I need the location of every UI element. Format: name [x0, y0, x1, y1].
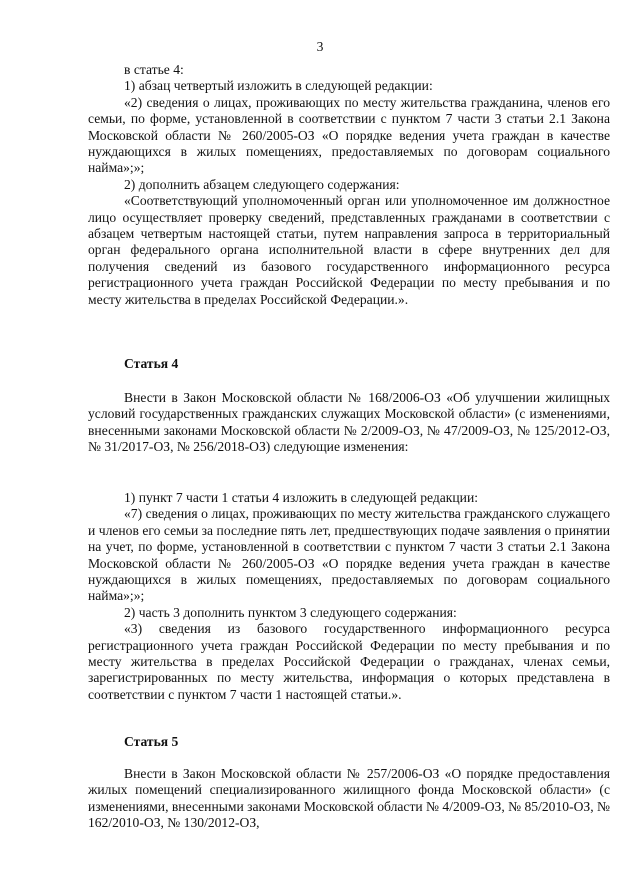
article-4-changes: [88, 490, 610, 703]
paragraph-quote-2: «2) сведения о лицах, проживающих по месту жительства гражданина, членов его семьи, по форме, установленной в соответствии с пунктом 7 части 3 статьи 2.1 Закона Московской области № 260/2005-ОЗ «О порядке ведения учета граждан в качестве нуждающихся в жилых помещениях, предоставляемых по договорам социального найма»;»;: [88, 94, 610, 176]
article-5-intro-paragraph: Внести в Закон Московской области № 257/2006-ОЗ «О порядке предоставления жилых помещений специализированного жилищного фонда Московской области» (с изменениями, внесенными законами Московской области № 4/2009-ОЗ, № 85/2010-ОЗ, № 162/2010-ОЗ, № 130/2012-ОЗ,: [88, 766, 610, 831]
paragraph-item-1: 1) абзац четвертый изложить в следующей редакции:: [124, 78, 433, 94]
paragraph-article-4-ref: в статье 4:: [124, 62, 184, 77]
paragraph-change-2: 2) часть 3 дополнить пунктом 3 следующего содержания:: [124, 604, 457, 620]
amendment-block-article-4: [88, 62, 610, 308]
paragraph-quote-7: «7) сведения о лицах, проживающих по месту жительства гражданского служащего и членов его семьи за последние пять лет, предшествующих подаче заявления о принятии на учет, по форме, установленной в соответствии с пунктом 7 части 3 статьи 2.1 Закона Московской области № 260/2005-ОЗ «О порядке ведения учета граждан в качестве нуждающихся в жилых помещениях, предоставляемых по договорам социального найма»;»;: [88, 506, 610, 604]
page-number: 3: [316, 39, 324, 54]
paragraph-quote-added: «Соответствующий уполномоченный орган или уполномоченное им должностное лицо осуществляет проверку сведений, представленных гражданами в соответствии с абзацем четвертым настоящей статьи, путем направления запроса в территориальный орган федерального органа исполнительной власти в сфере внутренних дел для получения сведений из базового государственного информационного ресурса регистрационного учета граждан Российской Федерации по месту пребывания и по месту жительства в пределах Российской Федерации.».: [88, 193, 610, 307]
heading-article-4: Статья 4: [124, 356, 179, 371]
paragraph-quote-3: «3) сведения из базового государственного информационного ресурса регистрационного учета граждан Российской Федерации по месту пребывания и по месту жительства в пределах Российской Федерации о гражданах, членах семьи, зарегистрированных по месту жительства, информация о которых представлена в соответствии с пунктом 7 части 1 настоящей статьи.».: [88, 621, 610, 702]
heading-article-5: Статья 5: [124, 734, 179, 749]
paragraph-change-1: 1) пункт 7 части 1 статьи 4 изложить в следующей редакции:: [124, 490, 479, 505]
article-4-intro-paragraph: Внести в Закон Московской области № 168/2006-ОЗ «Об улучшении жилищных условий государственных гражданских служащих Московской области» (с изменениями, внесенными законами Московской области № 2/2009-ОЗ, № 47/2009-ОЗ, № 125/2012-ОЗ, № 31/2017-ОЗ, № 256/2018-ОЗ) следующие изменения:: [88, 390, 610, 455]
article-4-intro: [88, 390, 610, 456]
paragraph-item-2: 2) дополнить абзацем следующего содержания:: [124, 176, 400, 192]
article-5-intro: [88, 766, 610, 832]
